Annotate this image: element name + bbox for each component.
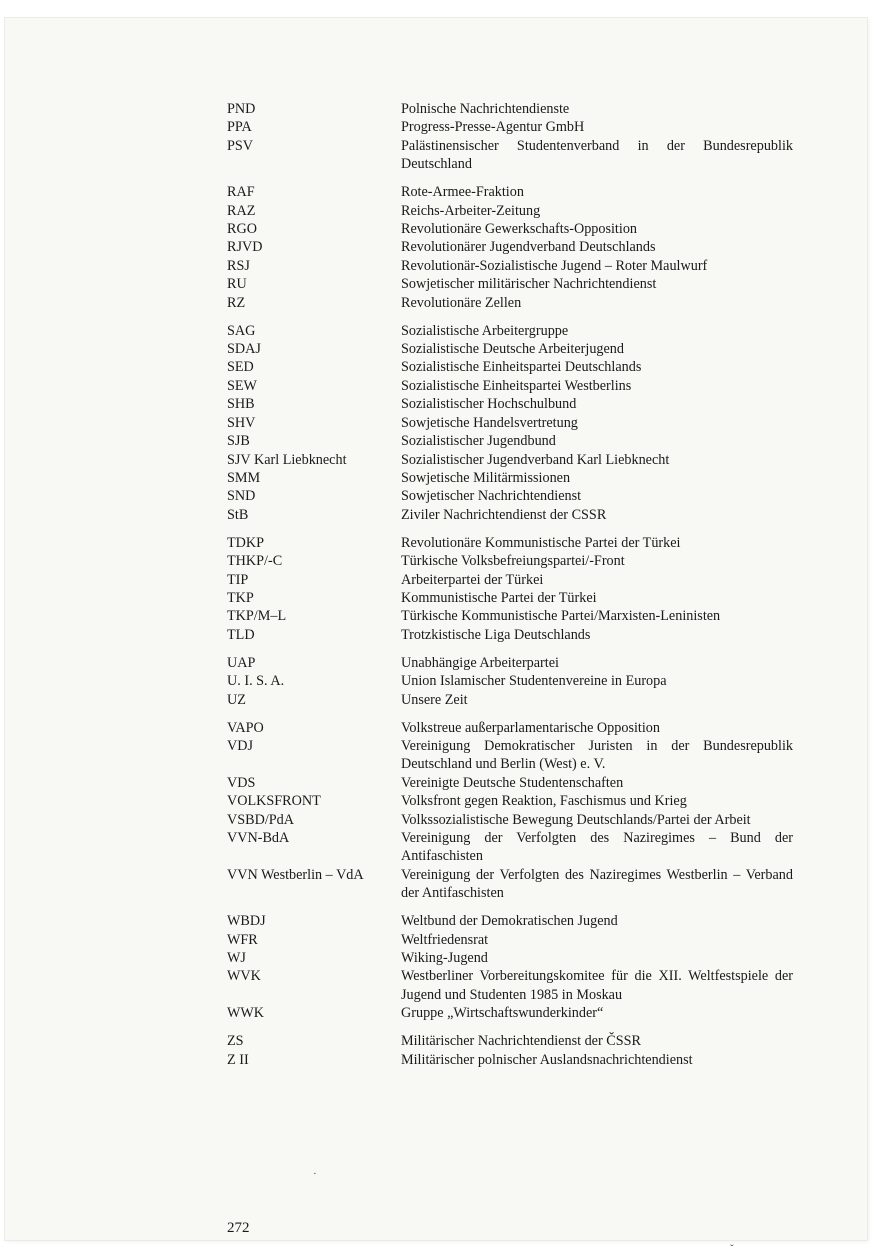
abbreviation-term: WJ bbox=[227, 950, 246, 967]
abbreviation-term: VOLKSFRONT bbox=[227, 793, 321, 810]
abbreviation-definition: Arbeiterpartei der Türkei bbox=[401, 571, 544, 588]
abbreviation-group bbox=[227, 1032, 793, 1069]
abbreviation-entry bbox=[227, 1032, 793, 1050]
abbreviation-term: WBDJ bbox=[227, 913, 266, 930]
abbreviation-definition: Unsere Zeit bbox=[401, 691, 468, 708]
abbreviation-definition: Sozialistische Einheitspartei Deutschlands bbox=[401, 359, 642, 376]
abbreviation-definition: Westberliner Vorbereitungskomitee für die XII. Weltfestspiele der Jugend und Studenten 1985 in Moskau bbox=[401, 968, 793, 1003]
abbreviation-term: RAZ bbox=[227, 202, 256, 219]
abbreviation-entry bbox=[227, 654, 793, 672]
abbreviation-entry bbox=[227, 451, 793, 469]
abbreviation-entry bbox=[227, 737, 793, 774]
abbreviation-term: RAF bbox=[227, 184, 255, 201]
abbreviation-definition: Sozialistischer Jugendverband Karl Liebknecht bbox=[401, 451, 670, 468]
abbreviation-group bbox=[227, 654, 793, 709]
abbreviation-entry bbox=[227, 626, 793, 644]
abbreviation-definition: Sowjetischer Nachrichtendienst bbox=[401, 488, 582, 505]
abbreviation-entry bbox=[227, 589, 793, 607]
abbreviation-term: TLD bbox=[227, 626, 255, 643]
abbreviation-definition: Sozialistische Einheitspartei Westberlins bbox=[401, 377, 632, 394]
abbreviation-entry bbox=[227, 257, 793, 275]
abbreviation-definition: Militärischer Nachrichtendienst der ČSSR bbox=[401, 1033, 641, 1050]
abbreviation-entry bbox=[227, 774, 793, 792]
abbreviation-entry bbox=[227, 552, 793, 570]
abbreviation-entry bbox=[227, 358, 793, 376]
abbreviation-definition: Sozialistische Arbeitergruppe bbox=[401, 322, 569, 339]
abbreviation-entry bbox=[227, 469, 793, 487]
abbreviation-term: SHB bbox=[227, 396, 255, 413]
abbreviation-term: WWK bbox=[227, 1005, 265, 1022]
abbreviation-definition: Militärischer polnischer Auslandsnachrichtendienst bbox=[401, 1051, 693, 1068]
abbreviation-term: TIP bbox=[227, 571, 249, 588]
abbreviation-entry bbox=[227, 1051, 793, 1069]
abbreviation-entry bbox=[227, 829, 793, 866]
abbreviation-definition: Sozialistischer Hochschulbund bbox=[401, 396, 577, 413]
abbreviation-definition: Sowjetischer militärischer Nachrichtendienst bbox=[401, 276, 657, 293]
abbreviation-definition: Weltfriedensrat bbox=[401, 931, 489, 948]
abbreviation-term: TKP bbox=[227, 589, 254, 606]
abbreviation-term: VDS bbox=[227, 774, 256, 791]
abbreviation-entry bbox=[227, 118, 793, 136]
abbreviation-term: RU bbox=[227, 276, 247, 293]
page-number: 272 bbox=[227, 1220, 250, 1236]
abbreviation-entry bbox=[227, 931, 793, 949]
abbreviation-definition: Progress-Presse-Agentur GmbH bbox=[401, 119, 585, 136]
abbreviation-definition: Revolutionäre Zellen bbox=[401, 294, 522, 311]
abbreviation-entry bbox=[227, 691, 793, 709]
abbreviation-entry bbox=[227, 322, 793, 340]
abbreviation-definition: Volkssozialistische Bewegung Deutschlands/Partei der Arbeit bbox=[401, 811, 751, 828]
abbreviation-definition: Reichs-Arbeiter-Zeitung bbox=[401, 202, 541, 219]
abbreviation-term: TKP/M–L bbox=[227, 608, 287, 625]
abbreviation-term: SEW bbox=[227, 377, 257, 394]
abbreviation-group bbox=[227, 534, 793, 644]
abbreviation-term: SAG bbox=[227, 322, 256, 339]
abbreviation-entry bbox=[227, 183, 793, 201]
abbreviation-definition: Revolutionärer Jugendverband Deutschlands bbox=[401, 239, 656, 256]
abbreviation-group bbox=[227, 719, 793, 903]
abbreviation-term: Z II bbox=[227, 1051, 249, 1068]
abbreviation-entry bbox=[227, 432, 793, 450]
abbreviation-term: SJV Karl Liebknecht bbox=[227, 451, 347, 468]
abbreviation-entry bbox=[227, 719, 793, 737]
abbreviation-term: SJB bbox=[227, 433, 250, 450]
abbreviation-definition: Revolutionär-Sozialistische Jugend – Roter Maulwurf bbox=[401, 257, 708, 274]
abbreviation-entry bbox=[227, 238, 793, 256]
abbreviation-term: RJVD bbox=[227, 239, 263, 256]
abbreviation-term: SHV bbox=[227, 414, 256, 431]
abbreviation-term: UZ bbox=[227, 691, 246, 708]
abbreviation-term: RZ bbox=[227, 294, 246, 311]
abbreviation-term: UAP bbox=[227, 654, 256, 671]
abbreviation-definition: Sozialistische Deutsche Arbeiterjugend bbox=[401, 341, 624, 358]
abbreviation-definition: Rote-Armee-Fraktion bbox=[401, 184, 524, 201]
abbreviation-term: PND bbox=[227, 101, 256, 117]
abbreviation-definition: Revolutionäre Kommunistische Partei der Türkei bbox=[401, 534, 681, 551]
abbreviation-term: VVN Westberlin – VdA bbox=[227, 866, 364, 883]
abbreviation-term: VDJ bbox=[227, 737, 254, 754]
abbreviation-term: VVN-BdA bbox=[227, 830, 290, 846]
abbreviation-entry bbox=[227, 571, 793, 589]
abbreviation-entry bbox=[227, 607, 793, 625]
abbreviation-definition: Vereinigung der Verfolgten des Naziregimes – Bund der Antifaschisten bbox=[401, 830, 793, 865]
scan-speck: ˇ bbox=[730, 1243, 734, 1255]
abbreviation-term: PSV bbox=[227, 137, 254, 154]
abbreviation-term: THKP/-C bbox=[227, 553, 283, 570]
abbreviation-term: RGO bbox=[227, 221, 257, 238]
abbreviation-entry bbox=[227, 811, 793, 829]
abbreviation-term: SMM bbox=[227, 469, 261, 486]
document-page bbox=[5, 18, 867, 1255]
abbreviation-definition: Sowjetische Handelsvertretung bbox=[401, 414, 578, 431]
abbreviation-entry bbox=[227, 792, 793, 810]
abbreviation-entry bbox=[227, 220, 793, 238]
abbreviation-entry bbox=[227, 487, 793, 505]
abbreviation-definition: Revolutionäre Gewerkschafts-Opposition bbox=[401, 221, 638, 238]
abbreviation-definition: Unabhängige Arbeiterpartei bbox=[401, 654, 559, 671]
abbreviation-definition: Türkische Kommunistische Partei/Marxisten-Leninisten bbox=[401, 608, 721, 625]
abbreviation-entry bbox=[227, 340, 793, 358]
abbreviation-term: U. I. S. A. bbox=[227, 673, 285, 690]
abbreviation-entry bbox=[227, 949, 793, 967]
abbreviation-definition: Vereinigte Deutsche Studentenschaften bbox=[401, 774, 624, 791]
abbreviation-group bbox=[227, 912, 793, 1022]
abbreviation-group bbox=[227, 100, 793, 174]
abbreviation-definition: Polnische Nachrichtendienste bbox=[401, 101, 570, 117]
abbreviation-term: StB bbox=[227, 506, 249, 523]
abbreviation-term: PPA bbox=[227, 119, 252, 136]
abbreviation-term: WFR bbox=[227, 931, 258, 948]
abbreviation-group bbox=[227, 322, 793, 524]
abbreviation-entry bbox=[227, 100, 793, 118]
abbreviation-definition: Sozialistischer Jugendbund bbox=[401, 433, 556, 450]
abbreviation-term: SED bbox=[227, 359, 254, 376]
abbreviation-entry bbox=[227, 202, 793, 220]
abbreviation-definition: Vereinigung Demokratischer Juristen in der Bundesrepublik Deutschland und Berlin (West) e. V. bbox=[401, 737, 793, 773]
abbreviation-entry bbox=[227, 866, 793, 903]
abbreviation-entry bbox=[227, 1004, 793, 1022]
abbreviation-entry bbox=[227, 912, 793, 930]
abbreviation-definition: Ziviler Nachrichtendienst der CSSR bbox=[401, 506, 607, 523]
abbreviation-entry bbox=[227, 506, 793, 524]
abbreviation-entry bbox=[227, 137, 793, 174]
abbreviation-entry bbox=[227, 275, 793, 293]
abbreviation-definition: Vereinigung der Verfolgten des Naziregimes Westberlin – Verband der Antifaschisten bbox=[401, 866, 793, 902]
abbreviation-definition: Volksfront gegen Reaktion, Faschismus und Krieg bbox=[401, 793, 687, 810]
abbreviation-term: SND bbox=[227, 488, 256, 505]
abbreviation-term: RSJ bbox=[227, 257, 250, 274]
abbreviation-definition: Sowjetische Militärmissionen bbox=[401, 469, 571, 486]
abbreviation-term: SDAJ bbox=[227, 341, 261, 358]
abbreviation-entry bbox=[227, 534, 793, 552]
abbreviation-entry bbox=[227, 294, 793, 312]
abbreviation-entry bbox=[227, 395, 793, 413]
abbreviation-definition: Palästinensischer Studentenverband in der Bundesrepublik Deutschland bbox=[401, 137, 793, 173]
abbreviation-definition: Türkische Volksbefreiungspartei/-Front bbox=[401, 553, 625, 570]
abbreviation-term: VAPO bbox=[227, 719, 264, 736]
abbreviation-entry bbox=[227, 414, 793, 432]
abbreviation-entry bbox=[227, 967, 793, 1004]
abbreviation-definition: Gruppe „Wirtschaftswunderkinder“ bbox=[401, 1005, 604, 1022]
abbreviation-definition: Union Islamischer Studentenvereine in Europa bbox=[401, 673, 667, 690]
abbreviation-term: ZS bbox=[227, 1033, 244, 1050]
abbreviation-definition: Wiking-Jugend bbox=[401, 950, 488, 967]
abbreviation-definition: Kommunistische Partei der Türkei bbox=[401, 589, 597, 606]
abbreviation-group bbox=[227, 183, 793, 312]
abbreviation-definition: Weltbund der Demokratischen Jugend bbox=[401, 913, 618, 930]
scan-speck: · bbox=[313, 1168, 317, 1180]
abbreviation-list bbox=[227, 100, 793, 1079]
abbreviation-definition: Volkstreue außerparlamentarische Opposition bbox=[401, 719, 660, 736]
abbreviation-entry bbox=[227, 377, 793, 395]
abbreviation-term: VSBD/PdA bbox=[227, 811, 295, 828]
abbreviation-term: TDKP bbox=[227, 534, 265, 551]
abbreviation-entry bbox=[227, 672, 793, 690]
abbreviation-term: WVK bbox=[227, 968, 261, 985]
abbreviation-definition: Trotzkistische Liga Deutschlands bbox=[401, 626, 591, 643]
